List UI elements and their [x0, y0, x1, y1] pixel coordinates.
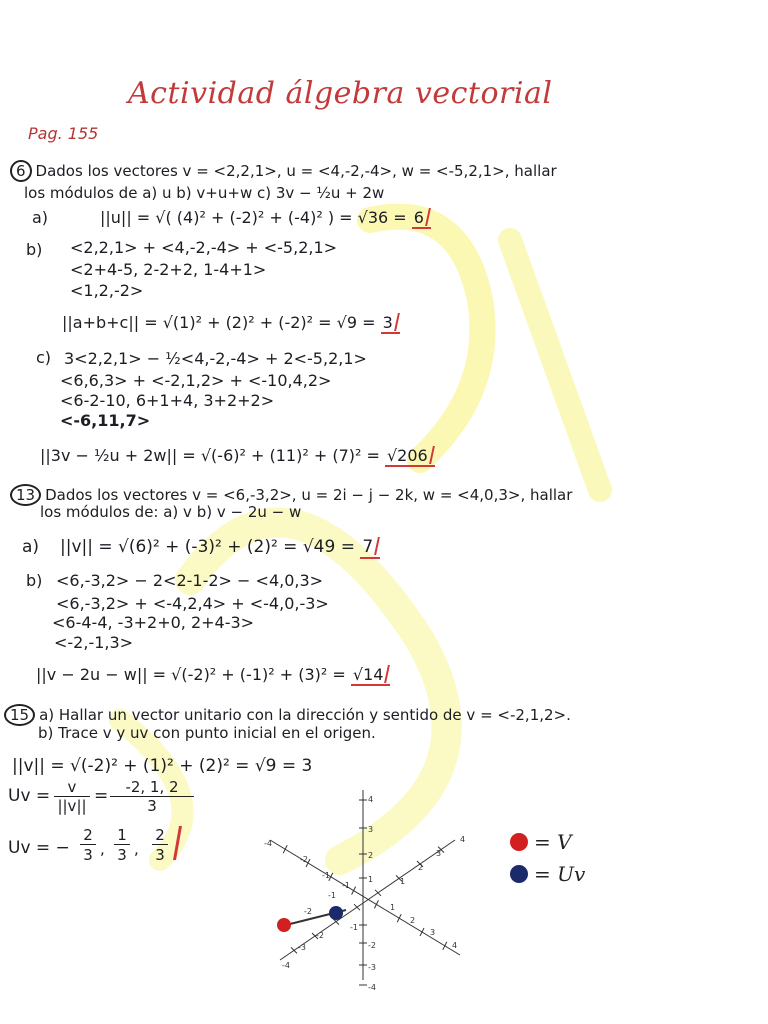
p6-c-step2: <6,6,3> + <-2,1,2> + <-10,4,2>	[60, 371, 332, 390]
page-reference: Pag. 155	[28, 124, 99, 143]
problem-15-statement-line1: 15 a) Hallar un vector unitario con la dirección y sentido de v = <-2,1,2>.	[4, 704, 571, 726]
y-tick-label: 3	[436, 849, 442, 858]
y-tick-label: 4	[460, 835, 466, 844]
z-tick-label: 1	[368, 875, 374, 884]
p6-b-step3: <1,2,-2>	[70, 281, 144, 300]
p6-b-step2: <2+4-5, 2-2+2, 1-4+1>	[70, 260, 267, 279]
p13-a-equation: ||v|| = √(6)² + (-3)² + (2)² = √49 = 7	[60, 537, 380, 557]
p15-uv-frac-den: ||v||	[57, 797, 87, 815]
p13-b-step4: <-2,-1,3>	[54, 633, 134, 652]
p6-b-step1: <2,2,1> + <4,-2,-4> + <-5,2,1>	[70, 238, 338, 257]
x-tick-label: 3	[430, 928, 436, 937]
axis-tick	[375, 890, 381, 896]
p6-b-answer: 3	[381, 313, 400, 334]
legend-uv	[510, 862, 585, 886]
p15-uv-den2: 3	[147, 797, 157, 815]
problem-number-badge: 13	[10, 484, 41, 506]
z-tick-label: -4	[368, 983, 376, 992]
z-tick-label: 4	[368, 795, 374, 804]
p6-c-step4: <-6,11,7>	[60, 411, 151, 430]
x-tick-label: -1	[342, 881, 350, 890]
point-v	[277, 918, 291, 932]
z-tick-label: -3	[368, 963, 376, 972]
p6-c-equation: ||3v − ½u + 2w|| = √(-6)² + (11)² + (7)² = √206	[40, 446, 435, 465]
red-dot-icon	[510, 833, 528, 851]
p15-uv2-lhs: Uv = −	[8, 838, 70, 858]
problem-13-statement-line1: 13 Dados los vectores v = <6,-3,2>, u = 2i − j − 2k, w = <4,0,3>, hallar	[10, 484, 572, 506]
z-tick-label: -1	[350, 923, 358, 932]
z-tick-label: 2	[368, 851, 374, 860]
x-tick-label: 2	[410, 916, 416, 925]
x-axis-line	[270, 840, 460, 955]
z-tick-label: 3	[368, 825, 374, 834]
axis-tick	[420, 928, 424, 936]
p15-frac3-num: 2	[152, 826, 168, 845]
x-tick-label: -2	[300, 855, 308, 864]
p13-b-label: b)	[26, 571, 43, 590]
axis-tick	[374, 900, 378, 908]
axis-tick	[397, 914, 401, 922]
y-tick-label: -1	[328, 891, 336, 900]
p15-frac1-num: 2	[80, 826, 96, 845]
p13-a-answer: 7	[360, 537, 380, 559]
p6-c-label: c)	[36, 348, 52, 367]
legend-v	[510, 830, 572, 854]
p6-b-equation: ||a+b+c|| = √(1)² + (2)² + (-2)² = √9 = 3	[62, 313, 400, 332]
problem-number-badge: 6	[10, 160, 32, 182]
p15-uv-num2: -2, 1, 2	[110, 778, 194, 797]
y-tick-label: -3	[298, 943, 306, 952]
problem-number-badge: 15	[4, 704, 35, 726]
axis-tick	[291, 947, 297, 953]
p6-a-equation: ||u|| = √( (4)² + (-2)² + (-4)² ) = √36 = 6	[100, 208, 431, 227]
p15-frac1-den: 3	[83, 846, 93, 864]
x-tick-label: 4	[452, 941, 458, 950]
p15-norm-equation: ||v|| = √(-2)² + (1)² + (2)² = √9 = 3	[12, 756, 313, 776]
legend-v-label: = V	[534, 830, 572, 854]
x-tick-label: 1	[390, 903, 396, 912]
y-tick-label: -2	[304, 907, 312, 916]
p13-b-equation: ||v − 2u − w|| = √(-2)² + (-1)² + (3)² = √14	[36, 665, 390, 684]
p15-uv-lhs: Uv =	[8, 786, 51, 806]
point-uv	[329, 906, 343, 920]
p6-a-label: a)	[32, 208, 49, 227]
legend-uv-label: = Uv	[534, 862, 586, 886]
p15-uv-frac-num: v	[54, 778, 90, 797]
axis-tick	[352, 887, 356, 895]
p15-frac2-den: 3	[117, 846, 127, 864]
p6-c-step1: 3<2,2,1> − ½<4,-2,-4> + 2<-5,2,1>	[64, 349, 367, 368]
axis-tick	[354, 904, 360, 910]
p15-frac2-num: 1	[114, 826, 130, 845]
page-title: Actividad álgebra vectorial	[128, 76, 553, 111]
p13-b-step1: <6,-3,2> − 2<2-1-2> − <4,0,3>	[56, 571, 324, 590]
p13-b-answer: √14	[351, 665, 391, 686]
y-tick-label: 1	[400, 877, 406, 886]
3d-axes-sketch	[250, 780, 490, 1000]
p13-a-label: a)	[22, 537, 40, 557]
comma: ,	[134, 840, 139, 858]
p13-b-step3: <6-4-4, -3+2+0, 2+4-3>	[52, 613, 255, 632]
y-tick-label: -1	[322, 871, 330, 880]
y-tick-label: -4	[282, 961, 290, 970]
blue-dot-icon	[510, 865, 528, 883]
p6-c-step3: <6-2-10, 6+1+4, 3+2+2>	[60, 391, 275, 410]
p15-uv-eq: =	[94, 786, 109, 806]
y-tick-label: 2	[418, 863, 424, 872]
comma: ,	[100, 840, 105, 858]
p6-b-label: b)	[26, 240, 43, 259]
problem-6-statement-line1: 6 Dados los vectores v = <2,2,1>, u = <4,-2,-4>, w = <-5,2,1>, hallar	[10, 160, 557, 182]
y-tick-label: -2	[316, 931, 324, 940]
p6-c-answer: √206	[385, 446, 435, 467]
p13-b-step2: <6,-3,2> + <-4,2,4> + <-4,0,-3>	[56, 594, 329, 613]
p15-frac3-den: 3	[155, 846, 165, 864]
x-tick-label: -4	[264, 839, 272, 848]
answer-mark	[173, 826, 182, 860]
problem-15-statement-line2: b) Trace v y uv con punto inicial en el origen.	[38, 724, 376, 742]
p6-a-answer: 6	[412, 208, 431, 229]
problem-13-statement-line2: los módulos de: a) v b) v − 2u − w	[40, 503, 302, 521]
problem-6-statement-line2: los módulos de a) u b) v+u+w c) 3v − ½u + 2w	[24, 184, 385, 202]
axis-tick	[283, 845, 287, 853]
z-tick-label: -2	[368, 941, 376, 950]
axis-tick	[443, 942, 447, 950]
